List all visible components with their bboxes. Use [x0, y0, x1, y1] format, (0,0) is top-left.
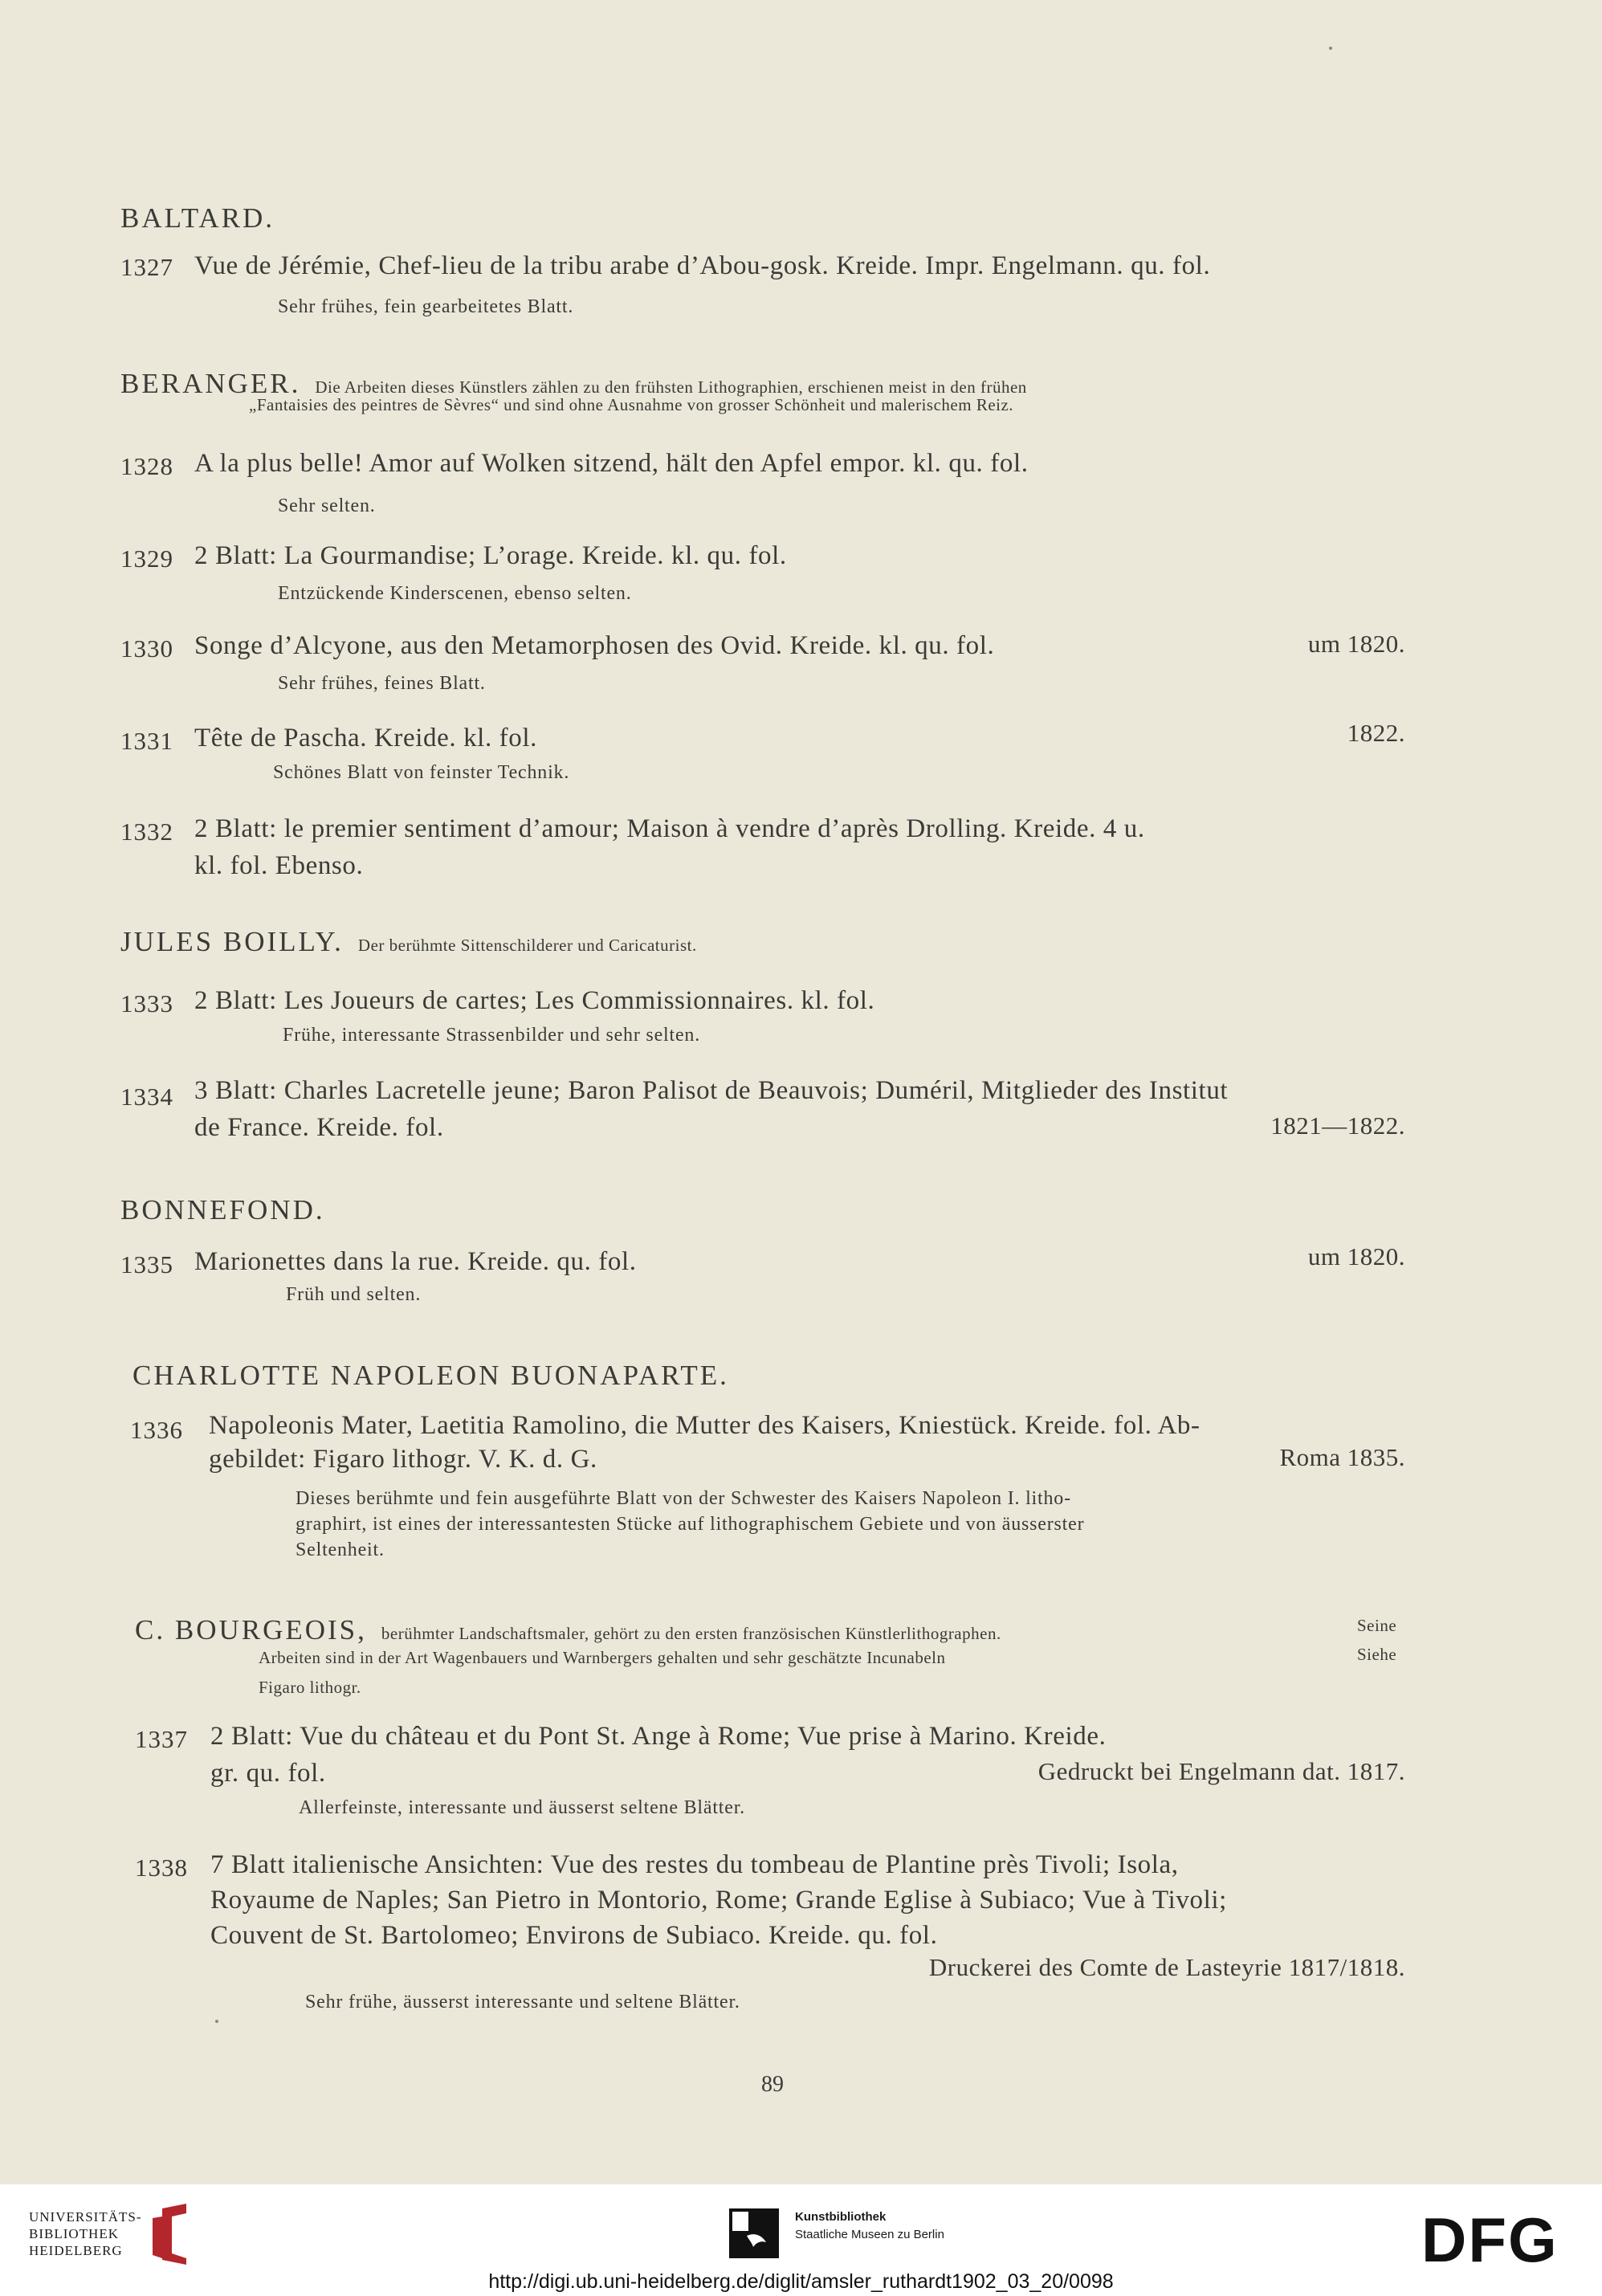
- artist-name: BONNEFOND.: [120, 1194, 325, 1225]
- permalink-url[interactable]: http://digi.ub.uni-heidelberg.de/diglit/amsler_ruthardt1902_03_20/0098: [488, 2270, 1114, 2293]
- entry-title: 3 Blatt: Charles Lacretelle jeune; Baron Palisot de Beauvois; Duméril, Mitglieder des Institut: [194, 1076, 1229, 1105]
- entry-number: 1337: [135, 1725, 188, 1753]
- artist-note: Arbeiten sind in der Art Wagenbauers und Warnbergers gehalten und sehr geschätzte Incunabeln: [259, 1648, 946, 1667]
- entry-title: gr. qu. fol.: [210, 1759, 326, 1788]
- ub-line: BIBLIOTHEK: [29, 2226, 119, 2241]
- entry-number: 1328: [120, 452, 173, 480]
- entry-date: Roma 1835.: [1279, 1443, 1405, 1471]
- artist-note: „Fantaisies des peintres de Sèvres“ und sind ohne Ausnahme von grosser Schönheit und malerischem Reiz.: [249, 395, 1014, 414]
- artist-name: BALTARD.: [120, 202, 275, 234]
- entry-title: 2 Blatt: le premier sentiment d’amour; Maison à vendre d’après Drolling. Kreide. 4 u.: [194, 814, 1145, 843]
- artist-note: berühmter Landschaftsmaler, gehört zu den ersten französischen Künstlerlithographen.: [381, 1624, 1001, 1643]
- entry-title: kl. fol. Ebenso.: [194, 851, 364, 880]
- kunstbibliothek-label[interactable]: [795, 2208, 944, 2244]
- entry-note: Sehr selten.: [278, 495, 376, 516]
- entry-title: Tête de Pascha. Kreide. kl. fol.: [194, 724, 537, 752]
- artist-heading: [120, 926, 697, 958]
- artist-name: JULES BOILLY.: [120, 926, 344, 957]
- artist-name: BERANGER.: [120, 368, 301, 399]
- catalog-entry: [120, 253, 1405, 325]
- entry-number: 1333: [120, 989, 173, 1017]
- artist-heading: [135, 1614, 1001, 1646]
- entry-title: de France. Kreide. fol.: [194, 1113, 444, 1142]
- artist-note: Die Arbeiten dieses Künstlers zählen zu den frühsten Lithographien, erschienen meist in den frühen: [315, 377, 1027, 397]
- entry-title: Marionettes dans la rue. Kreide. qu. fol.: [194, 1247, 637, 1276]
- entry-note: Sehr frühes, fein gearbeitetes Blatt.: [278, 296, 574, 317]
- entry-note: Entzückende Kinderscenen, ebenso selten.: [278, 583, 632, 604]
- entry-title: Vue de Jérémie, Chef-lieu de la tribu arabe d’Abou-gosk. Kreide. Impr. Engelmann. qu. fol.: [194, 251, 1211, 280]
- kb-subtitle: Staatliche Museen zu Berlin: [795, 2228, 944, 2241]
- entry-title: Napoleonis Mater, Laetitia Ramolino, die Mutter des Kaisers, Kniestück. Kreide. fol. Ab-: [209, 1411, 1200, 1440]
- artist-heading: [120, 202, 275, 234]
- entry-date: 1822.: [1347, 719, 1405, 747]
- artist-heading: [120, 1194, 325, 1226]
- artist-note: Siehe: [1357, 1645, 1397, 1664]
- entry-title: 2 Blatt: La Gourmandise; L’orage. Kreide. kl. qu. fol.: [194, 541, 787, 570]
- kb-title: Kunstbibliothek: [795, 2210, 887, 2224]
- ub-line: UNIVERSITÄTS-: [29, 2209, 142, 2225]
- entry-title: 2 Blatt: Les Joueurs de cartes; Les Commissionnaires. kl. fol.: [194, 986, 875, 1015]
- artist-note: Seine: [1357, 1616, 1397, 1635]
- page-number: 89: [761, 2072, 784, 2097]
- artist-name: CHARLOTTE NAPOLEON BUONAPARTE.: [132, 1360, 729, 1391]
- entry-number: 1332: [120, 818, 173, 846]
- speck: [215, 2020, 218, 2023]
- entry-note: Früh und selten.: [286, 1284, 422, 1305]
- entry-title: 2 Blatt: Vue du château et du Pont St. Ange à Rome; Vue prise à Marino. Kreide.: [210, 1722, 1107, 1751]
- entry-note: Frühe, interessante Strassenbilder und sehr selten.: [283, 1025, 701, 1046]
- artist-note: Der berühmte Sittenschilderer und Caricaturist.: [357, 936, 697, 955]
- entry-number: 1330: [120, 634, 173, 663]
- entry-note: graphirt, ist eines der interessantesten Stücke auf lithographischem Gebiete und von äusserster: [296, 1514, 1085, 1535]
- ub-heidelberg-label[interactable]: [29, 2208, 142, 2259]
- entry-note: Sehr frühe, äusserst interessante und seltene Blätter.: [305, 1992, 740, 2013]
- entry-number: 1335: [120, 1250, 173, 1279]
- dfg-logo[interactable]: DFG: [1421, 2204, 1559, 2275]
- entry-number: 1331: [120, 727, 173, 755]
- entry-note: Schönes Blatt von feinster Technik.: [273, 762, 570, 783]
- entry-date: Gedruckt bei Engelmann dat. 1817.: [1037, 1757, 1405, 1785]
- entry-title: gebildet: Figaro lithogr. V. K. d. G.: [209, 1445, 597, 1474]
- artist-heading: [132, 1360, 729, 1392]
- entry-title: A la plus belle! Amor auf Wolken sitzend, hält den Apfel empor. kl. qu. fol.: [194, 449, 1029, 478]
- viewer-footer: [0, 2184, 1602, 2296]
- artist-name: C. BOURGEOIS,: [135, 1614, 367, 1646]
- entry-note: Seltenheit.: [296, 1540, 385, 1560]
- entry-date: 1821—1822.: [1270, 1111, 1405, 1140]
- entry-number: 1334: [120, 1083, 173, 1111]
- entry-number: 1338: [135, 1854, 188, 1882]
- entry-title: Songe d’Alcyone, aus den Metamorphosen des Ovid. Kreide. kl. qu. fol.: [194, 631, 995, 660]
- entry-number: 1327: [120, 253, 173, 281]
- entry-note: Dieses berühmte und fein ausgeführte Blatt von der Schwester des Kaisers Napoleon I. litho-: [296, 1488, 1071, 1509]
- artist-note: Figaro lithogr.: [259, 1678, 361, 1697]
- ub-heidelberg-logo-icon[interactable]: [146, 2202, 194, 2266]
- entry-title: 7 Blatt italienische Ansichten: Vue des restes du tombeau de Plantine près Tivoli; Isola,: [210, 1850, 1179, 1879]
- speck: [1329, 47, 1332, 50]
- entry-date: um 1820.: [1307, 1242, 1405, 1270]
- ub-line: HEIDELBERG: [29, 2243, 123, 2258]
- entry-date: Druckerei des Comte de Lasteyrie 1817/1818.: [928, 1953, 1405, 1981]
- kunstbibliothek-logo-icon[interactable]: [729, 2208, 779, 2258]
- entry-title: Couvent de St. Bartolomeo; Environs de Subiaco. Kreide. qu. fol.: [210, 1921, 938, 1950]
- entry-number: 1329: [120, 544, 173, 573]
- entry-note: Allerfeinste, interessante und äusserst seltene Blätter.: [299, 1797, 745, 1818]
- entry-note: Sehr frühes, feines Blatt.: [278, 673, 486, 694]
- entry-number: 1336: [130, 1416, 183, 1444]
- entry-date: um 1820.: [1307, 630, 1405, 658]
- entry-title: Royaume de Naples; San Pietro in Montorio, Rome; Grande Eglise à Subiaco; Vue à Tivoli;: [210, 1886, 1227, 1915]
